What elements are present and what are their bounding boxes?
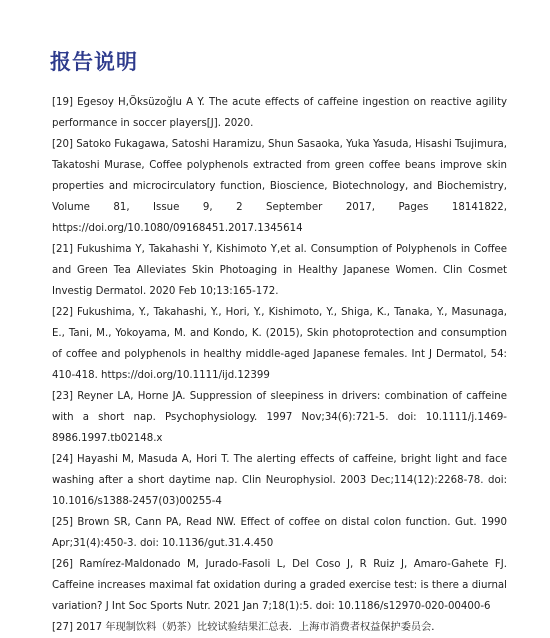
reference-item-20: [20] Satoko Fukagawa, Satoshi Haramizu, Shun Sasaoka, Yuka Yasuda, Hisashi Tsujimura, Takatoshi Murase, Coffee polyphenols extracted from green coffee beans improve skin properties and microcirculatory function, Bioscience, Biotechnology, and Biochemistry, Volume 81, Issue 9, 2 September 2017, Pages 18141822, https://doi.org/10.1080/09168451.2017.1345614 bbox=[52, 139, 507, 234]
reference-item-21: [21] Fukushima Y, Takahashi Y, Kishimoto Y,et al. Consumption of Polyphenols in Coffee and Green Tea Alleviates Skin Photoaging in Healthy Japanese Women. Clin Cosmet Investig Dermatol. 2020 Feb 10;13:165-172. bbox=[52, 244, 507, 297]
reference-item-27: [27] 2017 年现制饮料（奶茶）比较试验结果汇总表．上海市消费者权益保护委员会． bbox=[52, 622, 442, 633]
reference-item-22: [22] Fukushima, Y., Takahashi, Y., Hori, Y., Kishimoto, Y., Shiga, K., Tanaka, Y., Masunaga, E., Tani, M., Yokoyama, M. and Kondo, K. (2015), Skin photoprotection and consumption of coffee and polyphenols in healthy middle-aged Japanese females. Int J Dermatol, 54: 410-418. https://doi.org/10.1111/ijd.12399 bbox=[52, 307, 507, 381]
page-title: 报告说明 bbox=[50, 50, 138, 74]
reference-item-19: [19] Egesoy H,Öksüzoğlu A Y. The acute effects of caffeine ingestion on reactive agility performance in soccer players[J]. 2020. bbox=[52, 97, 507, 129]
reference-item-25: [25] Brown SR, Cann PA, Read NW. Effect of coffee on distal colon function. Gut. 1990 Apr;31(4):450-3. doi: 10.1136/gut.31.4.450 bbox=[52, 517, 507, 549]
reference-list bbox=[52, 92, 507, 638]
reference-item-23: [23] Reyner LA, Horne JA. Suppression of sleepiness in drivers: combination of caffeine with a short nap. Psychophysiology. 1997 Nov;34(6):721-5. doi: 10.1111/j.1469-8986.1997.tb02148.x bbox=[52, 391, 507, 444]
reference-item-24: [24] Hayashi M, Masuda A, Hori T. The alerting effects of caffeine, bright light and face washing after a short daytime nap. Clin Neurophysiol. 2003 Dec;114(12):2268-78. doi: 10.1016/s1388-2457(03)00255-4 bbox=[52, 454, 507, 507]
reference-item-26: [26] Ramírez-Maldonado M, Jurado-Fasoli L, Del Coso J, R Ruiz J, Amaro-Gahete FJ. Caffeine increases maximal fat oxidation during a graded exercise test: is there a diurnal variation? J Int Soc Sports Nutr. 2021 Jan 7;18(1):5. doi: 10.1186/s12970-020-00400-6 bbox=[52, 559, 507, 612]
